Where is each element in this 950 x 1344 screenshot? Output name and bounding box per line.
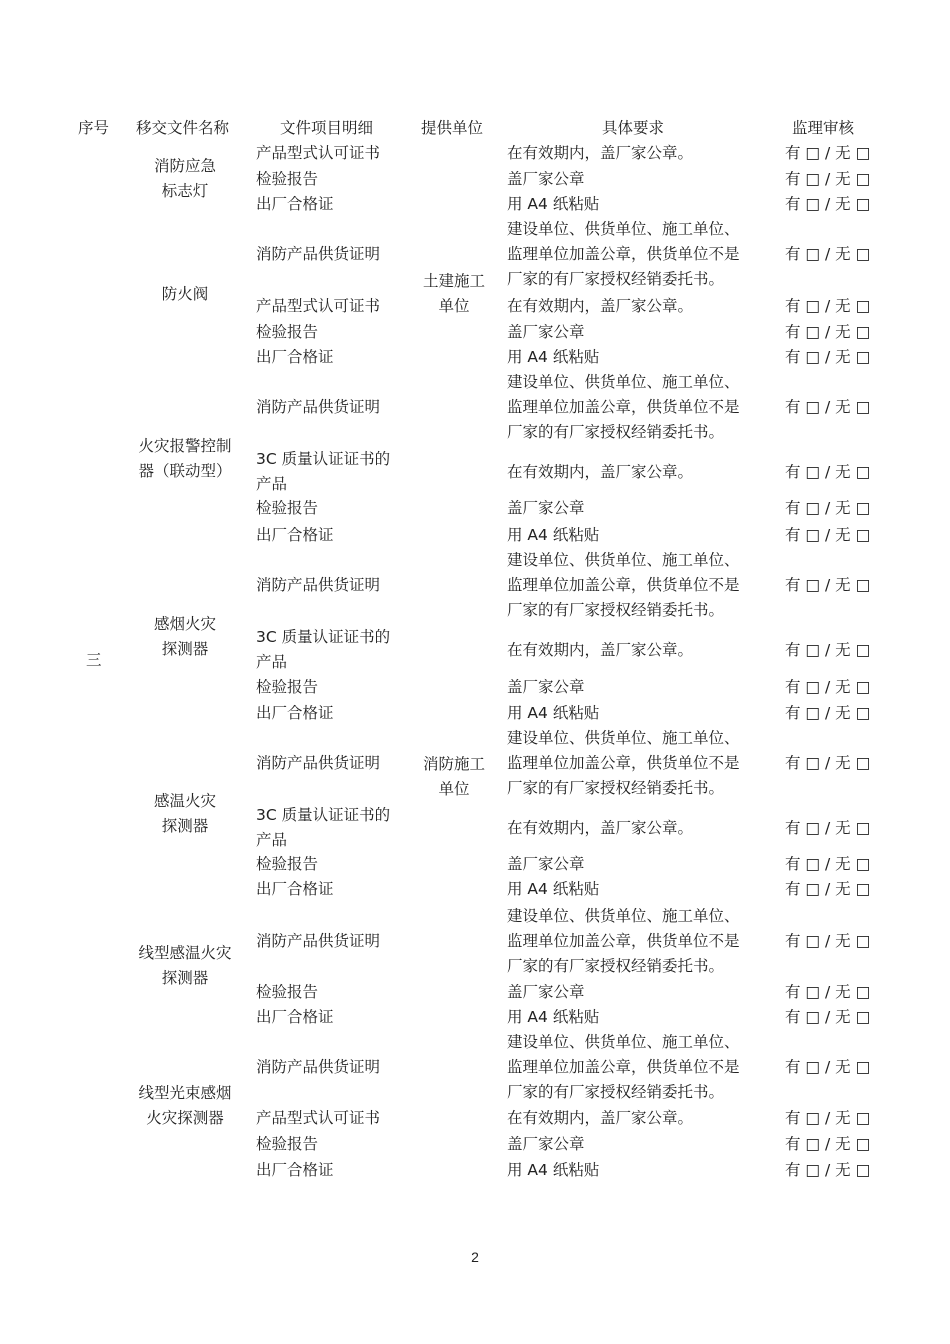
supervision-check[interactable]: 有 □ / 无 □ — [785, 1008, 871, 1026]
file-name-group: 消防应急 标志灯 — [153, 157, 216, 200]
file-name-group: 火灾报警控制 器（联动型） — [138, 437, 232, 480]
item-detail: 出厂合格证 — [256, 880, 334, 898]
requirement: 在有效期内，盖厂家公章。 — [507, 819, 694, 837]
supervision-check[interactable]: 有 □ / 无 □ — [785, 297, 871, 315]
supervision-check[interactable]: 有 □ / 无 □ — [785, 398, 871, 416]
item-detail: 出厂合格证 — [256, 1161, 334, 1179]
requirement: 用 A4 纸粘贴 — [507, 1161, 600, 1179]
requirement: 盖厂家公章 — [507, 170, 585, 188]
supervision-check[interactable]: 有 □ / 无 □ — [785, 245, 871, 263]
provider-unit-fire: 消防施工 单位 — [422, 755, 485, 798]
requirement: 盖厂家公章 — [507, 983, 585, 1001]
supervision-check[interactable]: 有 □ / 无 □ — [785, 1109, 871, 1127]
supervision-check[interactable]: 有 □ / 无 □ — [785, 195, 871, 213]
requirement: 建设单位、供货单位、施工单位、 监理单位加盖公章，供货单位不是 厂家的有厂家授权经销委托书。 — [507, 220, 740, 288]
header-seq: 序号 — [78, 119, 110, 137]
requirement: 在有效期内，盖厂家公章。 — [507, 1109, 694, 1127]
requirement: 在有效期内，盖厂家公章。 — [507, 641, 694, 659]
requirement: 建设单位、供货单位、施工单位、 监理单位加盖公章，供货单位不是 厂家的有厂家授权经销委托书。 — [507, 907, 740, 975]
requirement: 盖厂家公章 — [507, 499, 585, 517]
supervision-check[interactable]: 有 □ / 无 □ — [785, 754, 871, 772]
requirement: 盖厂家公章 — [507, 1135, 585, 1153]
file-name-group: 线型感温火灾 探测器 — [138, 944, 232, 987]
file-name-group: 感温火灾 探测器 — [153, 792, 216, 835]
item-detail: 3C 质量认证证书的 产品 — [256, 628, 391, 671]
item-detail: 检验报告 — [256, 1135, 319, 1153]
supervision-check[interactable]: 有 □ / 无 □ — [785, 819, 871, 837]
item-detail: 消防产品供货证明 — [256, 398, 381, 416]
supervision-check[interactable]: 有 □ / 无 □ — [785, 323, 871, 341]
supervision-check[interactable]: 有 □ / 无 □ — [785, 678, 871, 696]
file-name-group: 线型光束感烟 火灾探测器 — [138, 1084, 232, 1127]
supervision-check[interactable]: 有 □ / 无 □ — [785, 1135, 871, 1153]
file-name-group: 防火阀 — [161, 285, 209, 303]
seq-number: 三 — [86, 651, 102, 669]
item-detail: 出厂合格证 — [256, 704, 334, 722]
supervision-check[interactable]: 有 □ / 无 □ — [785, 499, 871, 517]
item-detail: 出厂合格证 — [256, 195, 334, 213]
supervision-check[interactable]: 有 □ / 无 □ — [785, 170, 871, 188]
supervision-check[interactable]: 有 □ / 无 □ — [785, 932, 871, 950]
supervision-check[interactable]: 有 □ / 无 □ — [785, 348, 871, 366]
header-requirement: 具体要求 — [602, 119, 665, 137]
requirement: 盖厂家公章 — [507, 855, 585, 873]
item-detail: 检验报告 — [256, 170, 319, 188]
requirement: 用 A4 纸粘贴 — [507, 526, 600, 544]
item-detail: 出厂合格证 — [256, 526, 334, 544]
requirement: 在有效期内，盖厂家公章。 — [507, 297, 694, 315]
supervision-check[interactable]: 有 □ / 无 □ — [785, 1161, 871, 1179]
supervision-check[interactable]: 有 □ / 无 □ — [785, 704, 871, 722]
header-supervision: 监理审核 — [792, 119, 855, 137]
requirement: 建设单位、供货单位、施工单位、 监理单位加盖公章，供货单位不是 厂家的有厂家授权经销委托书。 — [507, 373, 740, 441]
requirement: 用 A4 纸粘贴 — [507, 704, 600, 722]
supervision-check[interactable]: 有 □ / 无 □ — [785, 144, 871, 162]
item-detail: 消防产品供货证明 — [256, 932, 381, 950]
file-name-group: 感烟火灾 探测器 — [153, 615, 216, 658]
item-detail: 检验报告 — [256, 678, 319, 696]
page-number: 2 — [471, 1249, 479, 1265]
requirement: 用 A4 纸粘贴 — [507, 195, 600, 213]
requirement: 建设单位、供货单位、施工单位、 监理单位加盖公章，供货单位不是 厂家的有厂家授权经销委托书。 — [507, 729, 740, 797]
provider-unit-civil: 土建施工 单位 — [422, 272, 485, 315]
item-detail: 检验报告 — [256, 983, 319, 1001]
item-detail: 3C 质量认证证书的 产品 — [256, 450, 391, 493]
requirement: 建设单位、供货单位、施工单位、 监理单位加盖公章，供货单位不是 厂家的有厂家授权经销委托书。 — [507, 1033, 740, 1101]
item-detail: 检验报告 — [256, 323, 319, 341]
item-detail: 产品型式认可证书 — [256, 1109, 381, 1127]
requirement: 在有效期内，盖厂家公章。 — [507, 463, 694, 481]
supervision-check[interactable]: 有 □ / 无 □ — [785, 983, 871, 1001]
item-detail: 检验报告 — [256, 499, 319, 517]
item-detail: 消防产品供货证明 — [256, 1058, 381, 1076]
supervision-check[interactable]: 有 □ / 无 □ — [785, 576, 871, 594]
requirement: 在有效期内，盖厂家公章。 — [507, 144, 694, 162]
item-detail: 出厂合格证 — [256, 348, 334, 366]
requirement: 盖厂家公章 — [507, 323, 585, 341]
supervision-check[interactable]: 有 □ / 无 □ — [785, 641, 871, 659]
item-detail: 消防产品供货证明 — [256, 576, 381, 594]
item-detail: 消防产品供货证明 — [256, 245, 381, 263]
item-detail: 产品型式认可证书 — [256, 297, 381, 315]
requirement: 用 A4 纸粘贴 — [507, 1008, 600, 1026]
item-detail: 检验报告 — [256, 855, 319, 873]
item-detail: 出厂合格证 — [256, 1008, 334, 1026]
item-detail: 产品型式认可证书 — [256, 144, 381, 162]
supervision-check[interactable]: 有 □ / 无 □ — [785, 1058, 871, 1076]
requirement: 用 A4 纸粘贴 — [507, 880, 600, 898]
supervision-check[interactable]: 有 □ / 无 □ — [785, 855, 871, 873]
requirement: 用 A4 纸粘贴 — [507, 348, 600, 366]
requirement: 建设单位、供货单位、施工单位、 监理单位加盖公章，供货单位不是 厂家的有厂家授权经销委托书。 — [507, 551, 740, 619]
requirement: 盖厂家公章 — [507, 678, 585, 696]
header-file-name: 移交文件名称 — [136, 119, 230, 137]
item-detail: 消防产品供货证明 — [256, 754, 381, 772]
supervision-check[interactable]: 有 □ / 无 □ — [785, 463, 871, 481]
header-provider: 提供单位 — [421, 119, 484, 137]
supervision-check[interactable]: 有 □ / 无 □ — [785, 880, 871, 898]
item-detail: 3C 质量认证证书的 产品 — [256, 806, 391, 849]
supervision-check[interactable]: 有 □ / 无 □ — [785, 526, 871, 544]
header-item-detail: 文件项目明细 — [280, 119, 374, 137]
